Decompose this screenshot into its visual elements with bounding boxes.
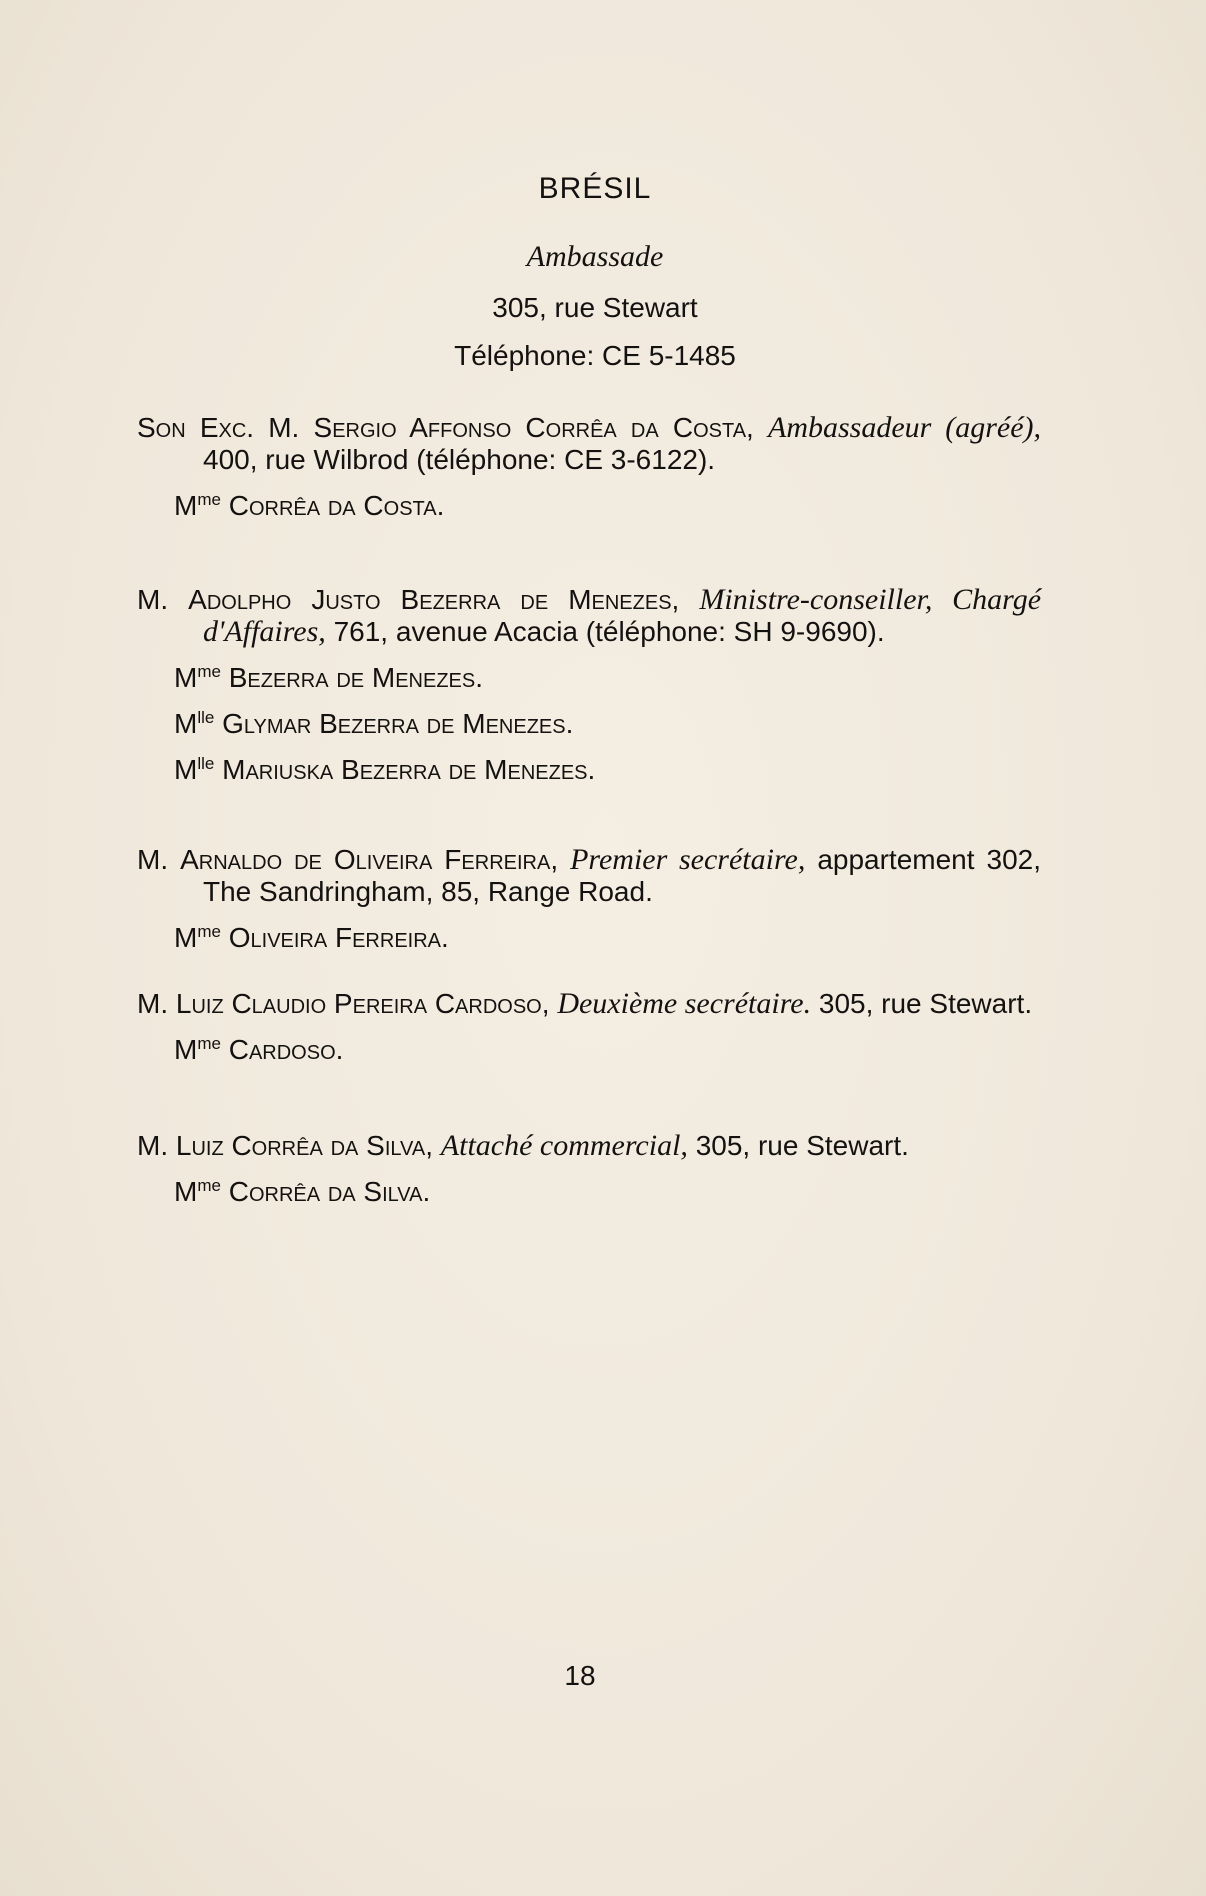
family-member: $M^{me}$ Oliveira Ferreira. — [174, 922, 449, 953]
entry-main — [137, 988, 1041, 1020]
entry-title: M. — [137, 1130, 169, 1161]
entry-title: M. — [137, 584, 169, 615]
entry-main — [137, 412, 1041, 476]
entry-role: Attaché commercial, — [440, 1129, 688, 1162]
family-member: $M^{lle}$ Glymar Bezerra de Menezes. — [174, 708, 574, 739]
entry-name: Luiz Corrêa da Silva, — [175, 1130, 433, 1161]
diplomat-entry — [137, 844, 1041, 954]
family-member: $M^{me}$ Corrêa da Silva. — [174, 1176, 431, 1207]
entry-details: 400, rue Wilbrod (téléphone: CE 3-6122). — [203, 444, 716, 475]
entry-name: Arnaldo de Oliveira Ferreira, — [180, 844, 559, 875]
entry-main — [137, 844, 1041, 908]
entry-role: Deuxième secrétaire. — [557, 987, 812, 1020]
entry-name: Adolpho Justo Bezerra de Menezes, — [188, 584, 680, 615]
family-member: $M^{lle}$ Mariuska Bezerra de Menezes. — [174, 754, 596, 785]
entry-role: Premier secrétaire, — [570, 843, 806, 876]
diplomat-entry — [137, 584, 1041, 786]
entry-role: Ambassadeur (agréé), — [768, 411, 1042, 444]
entry-main — [137, 584, 1041, 648]
entry-details: 305, rue Stewart. — [818, 988, 1033, 1019]
family-member: $M^{me}$ Bezerra de Menezes. — [174, 662, 483, 693]
diplomat-entry — [137, 1130, 1041, 1208]
mission-type: Ambassade — [526, 240, 664, 273]
country-heading: BRÉSIL — [538, 172, 652, 205]
entry-title: Son Exc. M. — [137, 412, 300, 443]
family-member: $M^{me}$ Corrêa da Costa. — [174, 490, 445, 521]
entry-name: Sergio Affonso Corrêa da Costa, — [313, 412, 754, 443]
entry-details: appartement 302, The Sandringham, 85, Range Road. — [203, 844, 1041, 907]
entry-title: M. — [137, 844, 169, 875]
entry-title: M. — [137, 988, 169, 1019]
diplomat-entry — [137, 412, 1041, 522]
entry-details: 305, rue Stewart. — [695, 1130, 909, 1161]
mission-phone: Téléphone: CE 5-1485 — [454, 340, 736, 371]
entry-name: Luiz Claudio Pereira Cardoso, — [175, 988, 550, 1019]
page-number: 18 — [564, 1660, 596, 1691]
family-member: $M^{me}$ Cardoso. — [174, 1034, 344, 1065]
entry-main — [137, 1130, 1041, 1162]
entry-role: Ministre-conseiller, Chargé d'Affaires, — [203, 583, 1042, 648]
mission-address: 305, rue Stewart — [492, 292, 698, 323]
diplomat-entry — [137, 988, 1041, 1066]
entry-details: 761, avenue Acacia (téléphone: SH 9-9690). — [333, 616, 885, 647]
